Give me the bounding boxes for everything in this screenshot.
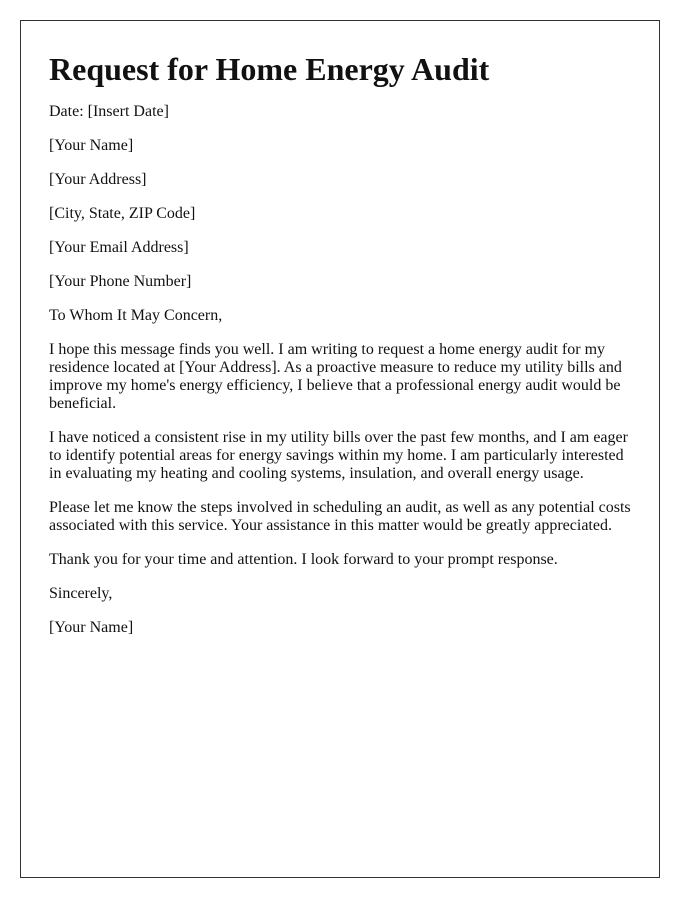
- body-paragraph-reason: I have noticed a consistent rise in my utility bills over the past few months, and I am eager to identify potential areas for energy savings within my home. I am particularly interested in evaluating my heating and cooling systems, insulation, and overall energy usage.: [49, 429, 628, 482]
- letter-page: [20, 20, 660, 878]
- sender-email: [Your Email Address]: [49, 239, 189, 256]
- sender-phone: [Your Phone Number]: [49, 273, 192, 290]
- letter-title: Request for Home Energy Audit: [49, 51, 490, 87]
- body-paragraph-thanks: Thank you for your time and attention. I look forward to your prompt response.: [49, 551, 558, 568]
- sender-address: [Your Address]: [49, 171, 147, 188]
- body-paragraph-request: Please let me know the steps involved in scheduling an audit, as well as any potential costs associated with this service. Your assistance in this matter would be greatly appreciated.: [49, 499, 631, 534]
- sender-city-state-zip: [City, State, ZIP Code]: [49, 205, 196, 222]
- sender-name: [Your Name]: [49, 137, 134, 154]
- signature: [Your Name]: [49, 619, 134, 636]
- closing: Sincerely,: [49, 585, 113, 602]
- date-line: Date: [Insert Date]: [49, 103, 169, 120]
- body-paragraph-intro: I hope this message finds you well. I am writing to request a home energy audit for my residence located at [Your Address]. As a proactive measure to reduce my utility bills and improve my home's energy efficiency, I believe that a professional energy audit would be beneficial.: [49, 341, 622, 412]
- salutation: To Whom It May Concern,: [49, 307, 223, 324]
